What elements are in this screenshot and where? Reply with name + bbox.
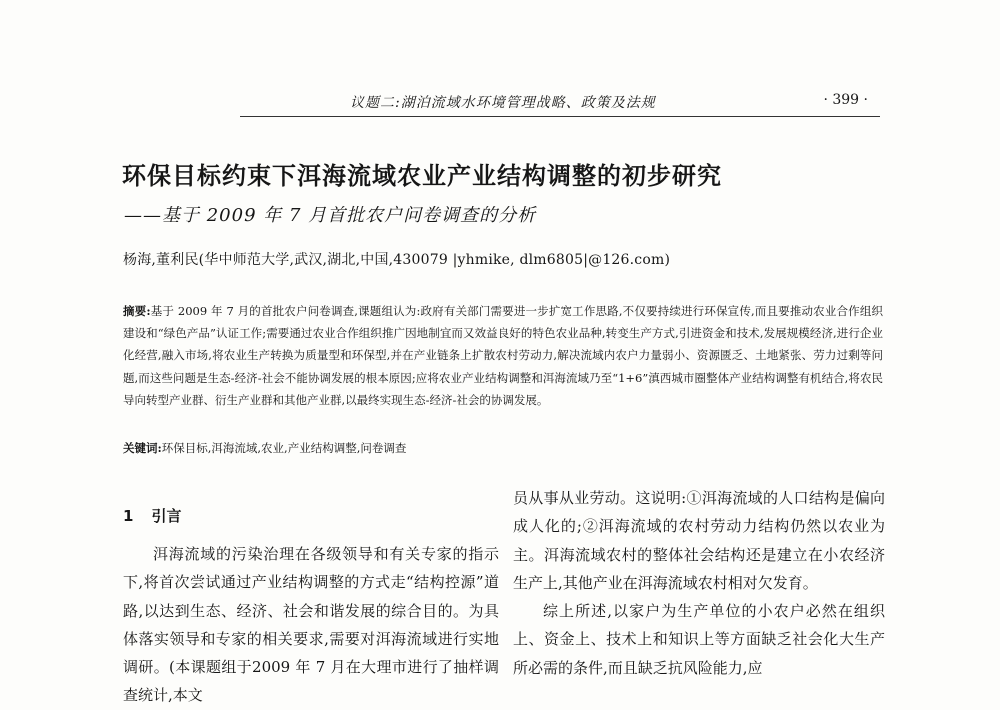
- page-number: · 399 ·: [823, 92, 868, 108]
- keywords-label: 关键词:: [123, 441, 162, 455]
- author-line: 杨海,董利民(华中师范大学,武汉,湖北,中国,430079 |yhmike, dlm6805|@126.com): [123, 252, 671, 268]
- keywords-text: 环保目标,洱海流域,农业,产业结构调整,问卷调查: [161, 441, 407, 455]
- left-paragraph: 洱海流域的污染治理在各级领导和有关专家的指示下,将首次尝试通过产业结构调整的方式走“结构控源”道路,以达到生态、经济、社会和谐发展的综合目的。为具体落实领导和专家的相关要求,需要对洱海流域进行实地调研。(本课题组于2009 年 7 月在大理市进行了抽样调查统计,本文: [123, 545, 499, 705]
- running-header-section: 议题二:湖泊流域水环境管理战略、政策及法规: [350, 95, 656, 111]
- right-paragraph-1: 员从事从业劳动。这说明:①洱海流域的人口结构是偏向成人化的;②洱海流域的农村劳动力结构仍然以农业为主。洱海流域农村的整体社会结构还是建立在小农经济生产上,其他产业在洱海流域农村相对欠发育。: [513, 489, 885, 592]
- section-heading: [123, 505, 181, 526]
- left-column: [123, 540, 499, 710]
- running-header: [240, 90, 880, 117]
- right-paragraph-2: 综上所述,以家户为生产单位的小农户必然在组织上、资金上、技术上和知识上等方面缺乏社会化大生产所必需的条件,而且缺乏抗风险能力,应: [513, 602, 885, 677]
- section-number: 1: [123, 507, 134, 525]
- paper-title: 环保目标约束下洱海流域农业产业结构调整的初步研究: [122, 162, 722, 190]
- abstract-label: 摘要:: [123, 304, 151, 318]
- paper-subtitle: ——基于 2009 年 7 月首批农户问卷调查的分析: [124, 205, 537, 226]
- section-title: 引言: [151, 507, 182, 525]
- abstract-text: 基于 2009 年 7 月的首批农户问卷调查,课题组认为:政府有关部门需要进一步扩宽工作思路,不仅要持续进行环保宣传,而且要推动农业合作组织建设和“绿色产品”认证工作;需要通过农业合作组织推广因地制宜而又效益良好的特色农业品种,转变生产方式,引进资金和技术,发展规模经济,进行企业化经营,融入市场,将农业生产转换为质量型和环保型,并在产业链条上扩散农村劳动力,解决流域内农户力量弱小、资源匮乏、土地紧张、劳力过剩等问题,而这些问题是生态-经济-社会不能协调发展的根本原因;应将农业产业结构调整和洱海流域乃至“1+6”滇西城市圈整体产业结构调整有机结合,将农民导向转型产业群、衍生产业群和其他产业群,以最终实现生态-经济-社会的协调发展。: [123, 304, 884, 407]
- right-column: [513, 484, 885, 682]
- abstract: [123, 300, 883, 411]
- keywords: [123, 440, 883, 456]
